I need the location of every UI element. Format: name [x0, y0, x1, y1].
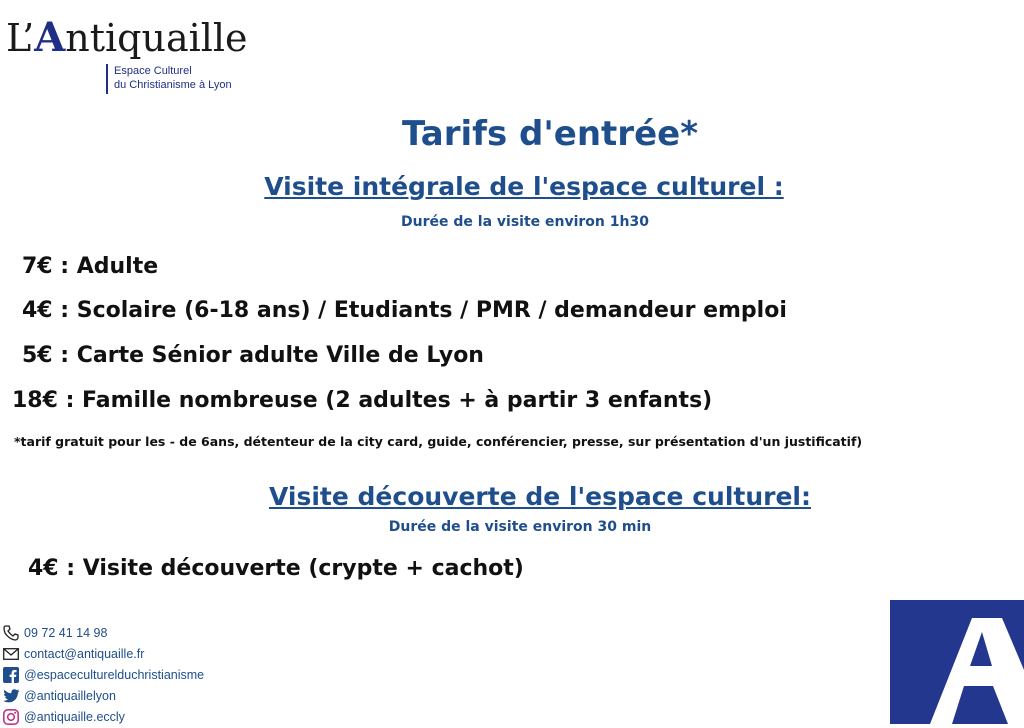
contact-twitter-text: @antiquaillelyon [24, 688, 116, 703]
phone-icon [2, 624, 20, 642]
instagram-icon [2, 708, 20, 726]
price-adult: 7€ : Adulte [22, 254, 159, 279]
contact-phone[interactable] [2, 622, 302, 643]
contact-email[interactable] [2, 643, 302, 664]
price-senior: 5€ : Carte Sénior adulte Ville de Lyon [22, 343, 484, 368]
section-discovery-duration: Durée de la visite environ 30 min [388, 519, 652, 535]
contact-facebook-text: @espaceculturelduchristianisme [24, 667, 205, 682]
contact-phone-text: 09 72 41 14 98 [24, 625, 108, 640]
price-discovery: 4€ : Visite découverte (crypte + cachot) [28, 556, 524, 581]
section-full-visit-duration: Durée de la visite environ 1h30 [401, 214, 649, 230]
section-discovery-heading: Visite découverte de l'espace culturel: [268, 482, 812, 511]
price-reduced: 4€ : Scolaire (6-18 ans) / Etudiants / PMR / demandeur emploi [22, 298, 787, 323]
free-entry-note: *tarif gratuit pour les - de 6ans, détenteur de la city card, guide, conférencier, presse, sur présentation d'un justificatif) [14, 434, 863, 449]
contact-list [2, 622, 302, 727]
logo-subtitle-line2: du Christianisme à Lyon [114, 79, 232, 91]
contact-email-text: contact@antiquaille.fr [24, 646, 145, 661]
contact-twitter[interactable] [2, 685, 302, 706]
section-full-visit-heading: Visite intégrale de l'espace culturel : [264, 172, 784, 201]
contact-facebook[interactable] [2, 664, 302, 685]
logo-subtitle-line1: Espace Culturel [114, 65, 192, 77]
twitter-icon [2, 687, 20, 705]
logo-rest: ntiquaille [65, 16, 248, 60]
logo-letter-a: A [34, 14, 66, 61]
logo-subtitle [106, 64, 284, 94]
contact-instagram-text: @antiquaille.eccly [24, 709, 125, 724]
page-title: Tarifs d'entrée* [402, 114, 698, 154]
facebook-icon [2, 666, 20, 684]
brand-corner-mark [890, 600, 1024, 724]
mail-icon [2, 645, 20, 663]
price-family: 18€ : Famille nombreuse (2 adultes + à partir 3 enfants) [12, 388, 713, 413]
logo-wordmark [6, 14, 248, 61]
logo-prefix: L’ [6, 16, 35, 60]
logo [6, 4, 276, 96]
